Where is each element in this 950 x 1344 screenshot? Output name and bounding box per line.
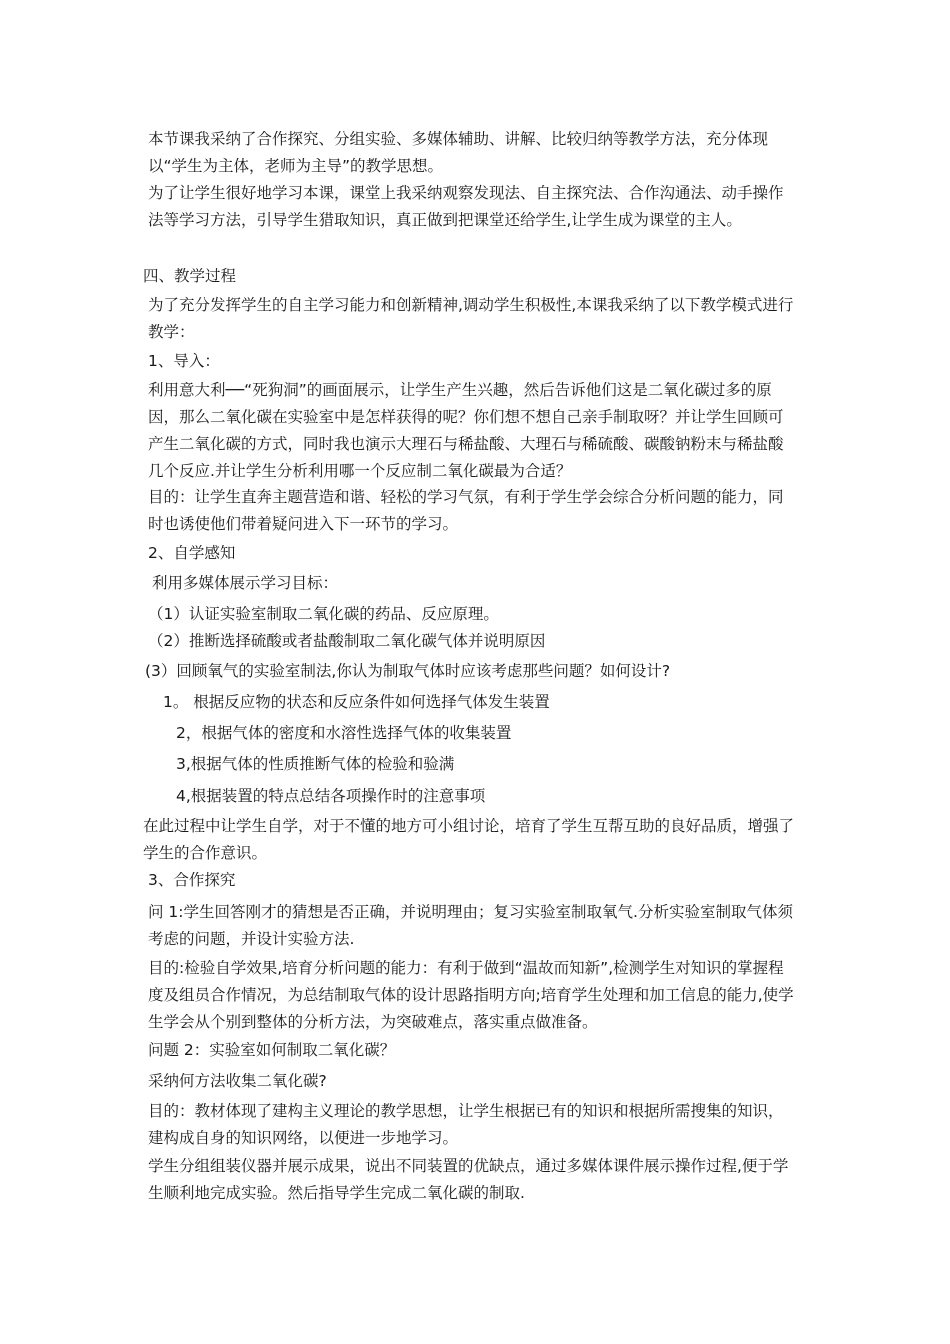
paragraph-learning-methods: 为了让学生很好地学习本课，课堂上我采纳观察发现法、自主探究法、合作沟通法、动手操作法等学习方法，引导学生猎取知识，真正做到把课堂还给学生,让学生成为课堂的主人。 bbox=[148, 184, 784, 229]
goal-2: （2）推断选择硫酸或者盐酸制取二氧化碳气体并说明原因 bbox=[148, 632, 546, 650]
design-item-1: 1。 根据反应物的状态和反应条件如何选择气体发生装置 bbox=[163, 693, 550, 711]
paragraph-methods: 本节课我采纳了合作探究、分组实验、多媒体辅助、讲解、比较归纳等教学方法，充分体现以“学生为主体，老师为主导”的教学思想。 bbox=[148, 130, 769, 175]
paragraph-question-2: 问题 2：实验室如何制取二氧化碳？ bbox=[148, 1041, 396, 1059]
paragraph-question-2-purpose: 目的：教材体现了建构主义理论的教学思想，让学生根据已有的知识和根据所需搜集的知识，建构成自身的知识网络，以便进一步地学习。 bbox=[148, 1102, 784, 1147]
paragraph-question-1-purpose: 目的:检验自学效果,培育分析问题的能力：有利于做到“温故而知新”,检测学生对知识的掌握程度及组员合作情况，为总结制取气体的设计思路指明方向;培育学生处理和加工信息的能力,使学生学会从个别到整体的分析方法，为突破难点，落实重点做准备。 bbox=[148, 959, 794, 1031]
paragraph-collect-method: 采纳何方法收集二氧化碳? bbox=[148, 1072, 327, 1090]
goal-1: （1）认证实验室制取二氧化碳的药品、反应原理。 bbox=[148, 605, 499, 623]
paragraph-intro: 利用意大利──“死狗洞”的画面展示，让学生产生兴趣，然后告诉他们这是二氧化碳过多的原因，那么二氧化碳在实验室中是怎样获得的呢？你们想不想自己亲手制取呀？并让学生回顾可产生二氧化碳的方式，同时我也演示大理石与稀盐酸、大理石与稀硫酸、碳酸钠粉末与稀盐酸几个反应.并让学生分析利用哪一个反应制二氧化碳最为合适？ bbox=[148, 381, 784, 480]
paragraph-teaching-mode: 为了充分发挥学生的自主学习能力和创新精神,调动学生积极性,本课我采纳了以下教学模式进行教学： bbox=[148, 296, 794, 341]
design-item-2: 2，根据气体的密度和水溶性选择气体的收集装置 bbox=[176, 724, 512, 742]
subheading-self-study: 2、自学感知 bbox=[148, 544, 236, 562]
paragraph-group-experiment: 学生分组组装仪器并展示成果，说出不同装置的优缺点，通过多媒体课件展示操作过程,便于学生顺利地完成实验。然后指导学生完成二氧化碳的制取. bbox=[148, 1157, 789, 1202]
paragraph-intro-purpose: 目的：让学生直奔主题营造和谐、轻松的学习气氛，有利于学生学会综合分析问题的能力，同时也诱使他们带着疑问进入下一环节的学习。 bbox=[148, 488, 784, 533]
goal-3: (3）回顾氧气的实验室制法,你认为制取气体时应该考虑那些问题？如何设计? bbox=[145, 662, 671, 680]
design-item-4: 4,根据装置的特点总结各项操作时的注意事项 bbox=[176, 787, 486, 805]
design-item-3: 3,根据气体的性质推断气体的检验和验满 bbox=[176, 755, 455, 773]
paragraph-self-study-result: 在此过程中让学生自学，对于不懂的地方可小组讨论，培育了学生互帮互助的良好品质，增强了学生的合作意识。 bbox=[143, 817, 795, 862]
subheading-intro: 1、导入： bbox=[148, 352, 220, 370]
paragraph-goals-intro: 利用多媒体展示学习目标： bbox=[152, 574, 339, 592]
paragraph-question-1: 问 1:学生回答刚才的猜想是否正确，并说明理由；复习实验室制取氧气.分析实验室制取气体须考虑的问题，并设计实验方法. bbox=[148, 903, 793, 948]
subheading-cooperative-inquiry: 3、合作探究 bbox=[148, 871, 236, 889]
section-heading-teaching-process: 四、教学过程 bbox=[143, 267, 237, 285]
